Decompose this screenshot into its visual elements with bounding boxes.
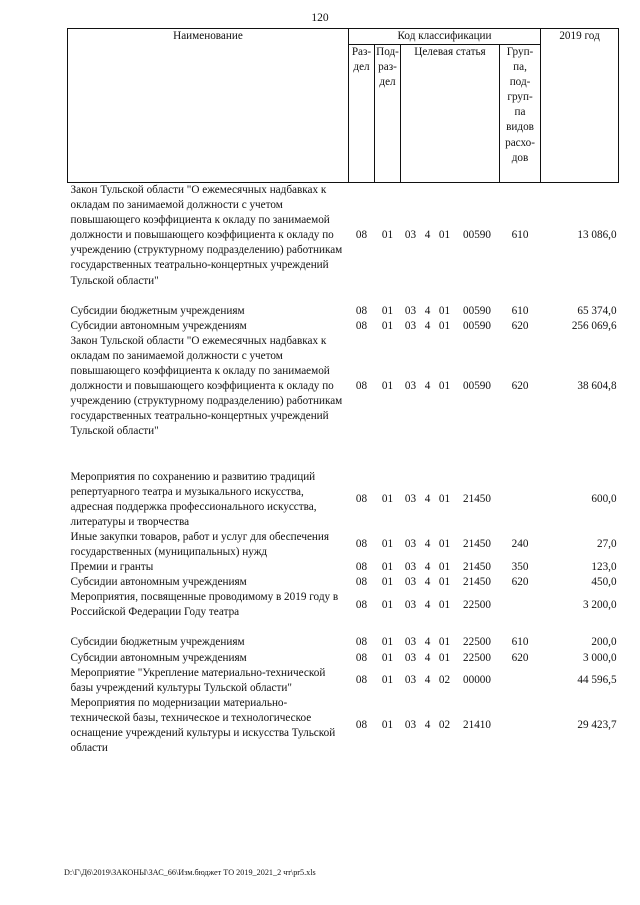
row-cs3: 01 [438, 319, 451, 332]
row-cs4: 21450 [463, 538, 491, 551]
row-amount: 44 596,5 [577, 674, 617, 687]
row-name: Субсидии бюджетным учреждениям [70, 304, 245, 317]
row-cs3: 01 [438, 576, 451, 589]
row-cs3: 01 [438, 636, 451, 649]
row-podrazdel: 01 [381, 651, 394, 664]
row-cs3: 01 [438, 493, 451, 506]
row-razdel: 08 [355, 380, 368, 393]
row-vr: 240 [511, 538, 529, 551]
row-amount: 27,0 [596, 538, 617, 551]
row-cs1: 03 [404, 229, 417, 242]
row-name: Премии и гранты [70, 561, 154, 574]
row-vr [500, 470, 541, 530]
row-vr: 350 [511, 561, 529, 574]
row-name: Субсидии автономным учреждениям [70, 576, 247, 589]
row-podrazdel: 01 [381, 719, 394, 732]
row-vr [500, 590, 541, 620]
row-cs1: 03 [404, 319, 417, 332]
table-row [68, 560, 619, 575]
table-row [68, 304, 619, 319]
row-podrazdel: 01 [381, 636, 394, 649]
row-podrazdel: 01 [381, 380, 394, 393]
row-podrazdel: 01 [381, 304, 394, 317]
row-podrazdel: 01 [381, 493, 394, 506]
row-cs1: 03 [404, 561, 417, 574]
row-cs3: 01 [438, 598, 451, 611]
row-cs1: 03 [404, 380, 417, 393]
row-cs1: 03 [404, 598, 417, 611]
spacer-cell [68, 440, 619, 455]
table-row [68, 183, 619, 289]
spacer-row [68, 455, 619, 470]
row-razdel: 08 [355, 229, 368, 242]
row-vr: 620 [511, 651, 529, 664]
row-podrazdel: 01 [381, 598, 394, 611]
header-year: 2019 год [541, 29, 619, 183]
row-cs3: 02 [438, 719, 451, 732]
page-number: 120 [311, 12, 329, 24]
table-row [68, 575, 619, 590]
row-podrazdel: 01 [381, 576, 394, 589]
row-cs3: 01 [438, 380, 451, 393]
row-cs1: 03 [404, 636, 417, 649]
row-podrazdel: 01 [381, 561, 394, 574]
row-cs4: 00590 [463, 304, 491, 317]
row-razdel: 08 [355, 636, 368, 649]
table-row [68, 334, 619, 440]
budget-table [67, 28, 619, 756]
table-row [68, 319, 619, 334]
row-name: Мероприятия по сохранению и развитию традиций репертуарного театра и музыкального искусства, адресная поддержка профессионального искусства, литературы и творчества [70, 470, 317, 528]
row-vr: 610 [511, 304, 529, 317]
row-name: Закон Тульской области "О ежемесячных надбавках к окладам по занимаемой должности с учетом повышающего коэффициента к окладу по занимаемой должности и повышающего коэффициента к окладу по учреждению (структурному подразделению) работникам государственных театрально-концертных учреждений Тульской области" [70, 184, 343, 287]
row-podrazdel: 01 [381, 674, 394, 687]
row-razdel: 08 [355, 561, 368, 574]
row-razdel: 08 [355, 719, 368, 732]
row-cs1: 03 [404, 304, 417, 317]
row-cs3: 02 [438, 674, 451, 687]
row-cs4: 00000 [463, 674, 491, 687]
row-name: Субсидии автономным учреждениям [70, 319, 247, 332]
row-amount: 3 000,0 [583, 651, 617, 664]
row-cs4: 00590 [463, 229, 491, 242]
row-cs2: 4 [424, 636, 431, 649]
row-vr [500, 696, 541, 756]
row-vr: 620 [511, 576, 529, 589]
row-cs2: 4 [424, 319, 431, 332]
row-cs3: 01 [438, 538, 451, 551]
row-name: Закон Тульской области "О ежемесячных надбавках к окладам по занимаемой должности с учетом повышающего коэффициента к окладу по занимаемой должности и повышающего коэффициента к окладу по учреждению (структурному подразделению) работникам государственных театрально-концертных учреждений Тульской области" [70, 334, 343, 438]
row-cs4: 21450 [463, 493, 491, 506]
row-podrazdel: 01 [381, 538, 394, 551]
row-amount: 450,0 [591, 576, 617, 589]
row-razdel: 08 [355, 598, 368, 611]
row-razdel: 08 [355, 493, 368, 506]
table-row [68, 651, 619, 666]
row-amount: 38 604,8 [577, 380, 617, 393]
row-vr: 620 [511, 319, 529, 332]
row-amount: 123,0 [591, 561, 617, 574]
row-cs1: 03 [404, 674, 417, 687]
table-row [68, 470, 619, 530]
spacer-row [68, 289, 619, 304]
row-cs3: 01 [438, 651, 451, 664]
spacer-cell [68, 455, 619, 470]
row-cs4: 21450 [463, 576, 491, 589]
row-podrazdel: 01 [381, 229, 394, 242]
row-name: Субсидии автономным учреждениям [70, 651, 247, 664]
row-name: Мероприятие "Укрепление материально-технической базы учреждений культуры Тульской области" [70, 666, 326, 694]
row-cs2: 4 [424, 304, 431, 317]
row-amount: 65 374,0 [577, 304, 617, 317]
row-cs1: 03 [404, 651, 417, 664]
table-row [68, 590, 619, 620]
table-body [68, 183, 619, 757]
header-target-article: Целевая статья [401, 45, 500, 183]
header-group: Груп- па, под- груп- па видов расхо- дов [500, 45, 541, 183]
row-cs4: 21410 [463, 719, 491, 732]
row-cs1: 03 [404, 576, 417, 589]
row-cs2: 4 [424, 598, 431, 611]
row-amount: 3 200,0 [583, 598, 617, 611]
row-razdel: 08 [355, 304, 368, 317]
header-classification: Код классификации [349, 29, 541, 45]
row-name: Субсидии бюджетным учреждениям [70, 636, 245, 649]
row-amount: 13 086,0 [577, 229, 617, 242]
row-vr: 610 [511, 636, 529, 649]
file-path-footer: D:\Г\Д6\2019\ЗАКОНЫ\ЗАС_66\Изм.бюджет ТО 2019_2021_2 чт\pr5.xls [64, 868, 316, 877]
table-row [68, 635, 619, 650]
row-razdel: 08 [355, 651, 368, 664]
table-row [68, 666, 619, 696]
row-amount: 600,0 [591, 493, 617, 506]
row-cs2: 4 [424, 651, 431, 664]
row-cs4: 22500 [463, 651, 491, 664]
spacer-cell [68, 289, 619, 304]
row-cs2: 4 [424, 538, 431, 551]
row-cs2: 4 [424, 674, 431, 687]
row-name: Мероприятия по модернизации материально-технической базы, техническое и технологическое оснащение учреждений культуры и искусства Тульской области [70, 696, 336, 755]
spacer-cell [68, 620, 619, 635]
row-cs3: 01 [438, 561, 451, 574]
row-razdel: 08 [355, 538, 368, 551]
row-vr: 610 [511, 229, 529, 242]
row-cs4: 00590 [463, 380, 491, 393]
spacer-row [68, 620, 619, 635]
row-cs1: 03 [404, 719, 417, 732]
row-podrazdel: 01 [381, 319, 394, 332]
row-cs1: 03 [404, 493, 417, 506]
row-razdel: 08 [355, 576, 368, 589]
row-vr [500, 666, 541, 696]
spacer-row [68, 440, 619, 455]
row-cs4: 21450 [463, 561, 491, 574]
row-cs3: 01 [438, 229, 451, 242]
header-razdel: Раз- дел [349, 45, 375, 183]
row-cs2: 4 [424, 719, 431, 732]
row-name: Иные закупки товаров, работ и услуг для обеспечения государственных (муниципальных) нужд [70, 530, 330, 558]
row-cs2: 4 [424, 380, 431, 393]
row-cs3: 01 [438, 304, 451, 317]
row-cs1: 03 [404, 538, 417, 551]
row-name: Мероприятия, посвященные проводимому в 2019 году в Российской Федерации Году театра [70, 591, 339, 619]
row-cs4: 22500 [463, 598, 491, 611]
row-cs2: 4 [424, 493, 431, 506]
row-cs2: 4 [424, 229, 431, 242]
row-cs2: 4 [424, 576, 431, 589]
table-header [68, 29, 619, 183]
header-name: Наименование [68, 29, 349, 183]
row-cs4: 00590 [463, 319, 491, 332]
row-razdel: 08 [355, 674, 368, 687]
row-razdel: 08 [355, 319, 368, 332]
row-vr: 620 [511, 380, 529, 393]
row-cs2: 4 [424, 561, 431, 574]
table-row [68, 530, 619, 560]
header-podrazdel: Под- раз- дел [375, 45, 401, 183]
row-amount: 200,0 [591, 636, 617, 649]
row-amount: 29 423,7 [577, 719, 617, 732]
row-cs4: 22500 [463, 636, 491, 649]
table-row [68, 696, 619, 756]
row-amount: 256 069,6 [571, 319, 617, 332]
